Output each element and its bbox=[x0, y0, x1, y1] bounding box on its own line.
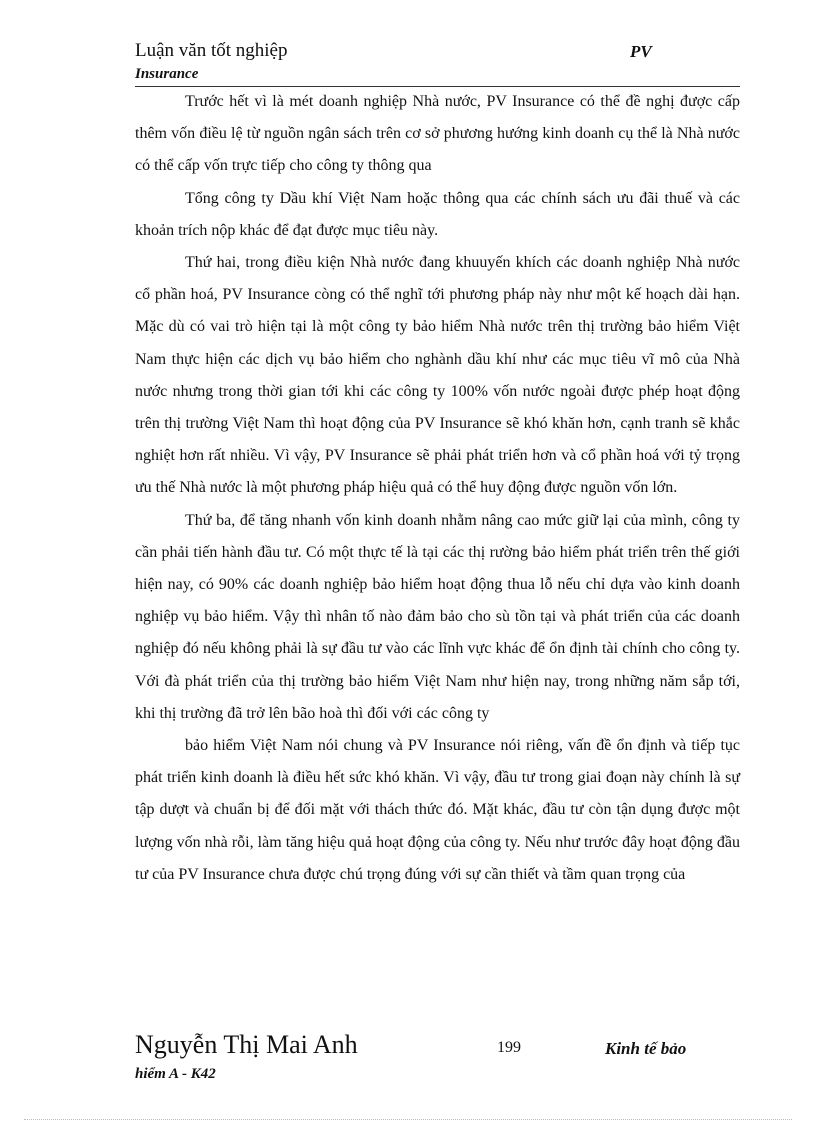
page-footer bbox=[135, 1030, 740, 1090]
page-bottom-divider bbox=[24, 1119, 792, 1120]
header-company: PV bbox=[630, 42, 652, 61]
paragraph-2: Tổng công ty Dầu khí Việt Nam hoặc thông qua các chính sách ưu đãi thuế và các khoản trích nộp khác để đạt được mục tiêu này. bbox=[135, 189, 740, 239]
footer-class: hiểm A - K42 bbox=[135, 1066, 216, 1082]
paragraph-3: Thứ hai, trong điều kiện Nhà nước đang khuuyến khích các doanh nghiệp Nhà nước cổ phần hoá, PV Insurance còng có thể nghĩ tới phương pháp này như một kế hoạch dài hạn. Mặc dù có vai trò hiện tại là một công ty bảo hiểm Nhà nước trên thị trường bảo hiểm Việt Nam thực hiện các dịch vụ bảo hiểm cho nghành dầu khí như các mục tiêu vĩ mô của Nhà nước nhưng trong thời gian tới khi các công ty 100% vốn nước ngoài được phép hoạt động trên thị trường Việt Nam thì hoạt động của PV Insurance sẽ khó khăn hơn, cạnh tranh sẽ khắc nghiệt hơn rất nhiều. Vì vậy, PV Insurance sẽ phải phát triển hơn và cổ phần hoá với tỷ trọng ưu thế Nhà nước là một phương pháp hiệu quả có thể huy động được nguồn vốn lớn. bbox=[135, 254, 740, 497]
page-number: 199 bbox=[497, 1039, 521, 1056]
author-name: Nguyễn Thị Mai Anh bbox=[135, 1030, 358, 1059]
paragraph-4: Thứ ba, để tăng nhanh vốn kinh doanh nhằm nâng cao mức giữ lại của mình, công ty cần phải tiến hành đầu tư. Có một thực tế là tại các thị rường bảo hiểm phát triển trên thế giới hiện nay, có 90% các doanh nghiệp bảo hiểm hoạt động thua lỗ nếu chỉ dựa vào kinh doanh nghiệp vụ bảo hiểm. Vậy thì nhân tố nào đảm bảo cho sù tồn tại và phát triển của các doanh nghiệp đó nếu không phải là sự đầu tư vào các lĩnh vực khác để ổn định tài chính cho công ty. Với đà phát triển của thị trường bảo hiểm Việt Nam như hiện nay, trong những năm sắp tới, khi thị trường đã trở lên bão hoà thì đối với các công ty bbox=[135, 511, 740, 722]
paragraph-1: Trước hết vì là mét doanh nghiệp Nhà nước, PV Insurance có thể đề nghị được cấp thêm vốn điều lệ từ nguồn ngân sách trên cơ sở phương hướng kinh doanh cụ thể là Nhà nước có thể cấp vốn trực tiếp cho công ty thông qua bbox=[135, 93, 740, 175]
header-title: Luận văn tốt nghiệp bbox=[135, 40, 288, 61]
paragraph-5: bảo hiểm Việt Nam nói chung và PV Insurance nói riêng, vấn đề ổn định và tiếp tục phát triển kinh doanh là điều hết sức khó khăn. Vì vậy, đầu tư trong giai đoạn này chính là sự tập dượt và chuẩn bị để đối mặt với thách thức đó. Mặt khác, đầu tư còn tận dụng được một lượng vốn nhà rỗi, làm tăng hiệu quả hoạt động của công ty. Nếu như trước đây hoạt động đầu tư của PV Insurance chưa được chú trọng đúng với sự cần thiết và tầm quan trọng của bbox=[135, 737, 740, 883]
footer-department: Kinh tế bảo bbox=[605, 1039, 687, 1058]
document-body bbox=[135, 86, 740, 891]
header-company-sub: Insurance bbox=[135, 66, 199, 82]
page-header bbox=[135, 38, 740, 87]
